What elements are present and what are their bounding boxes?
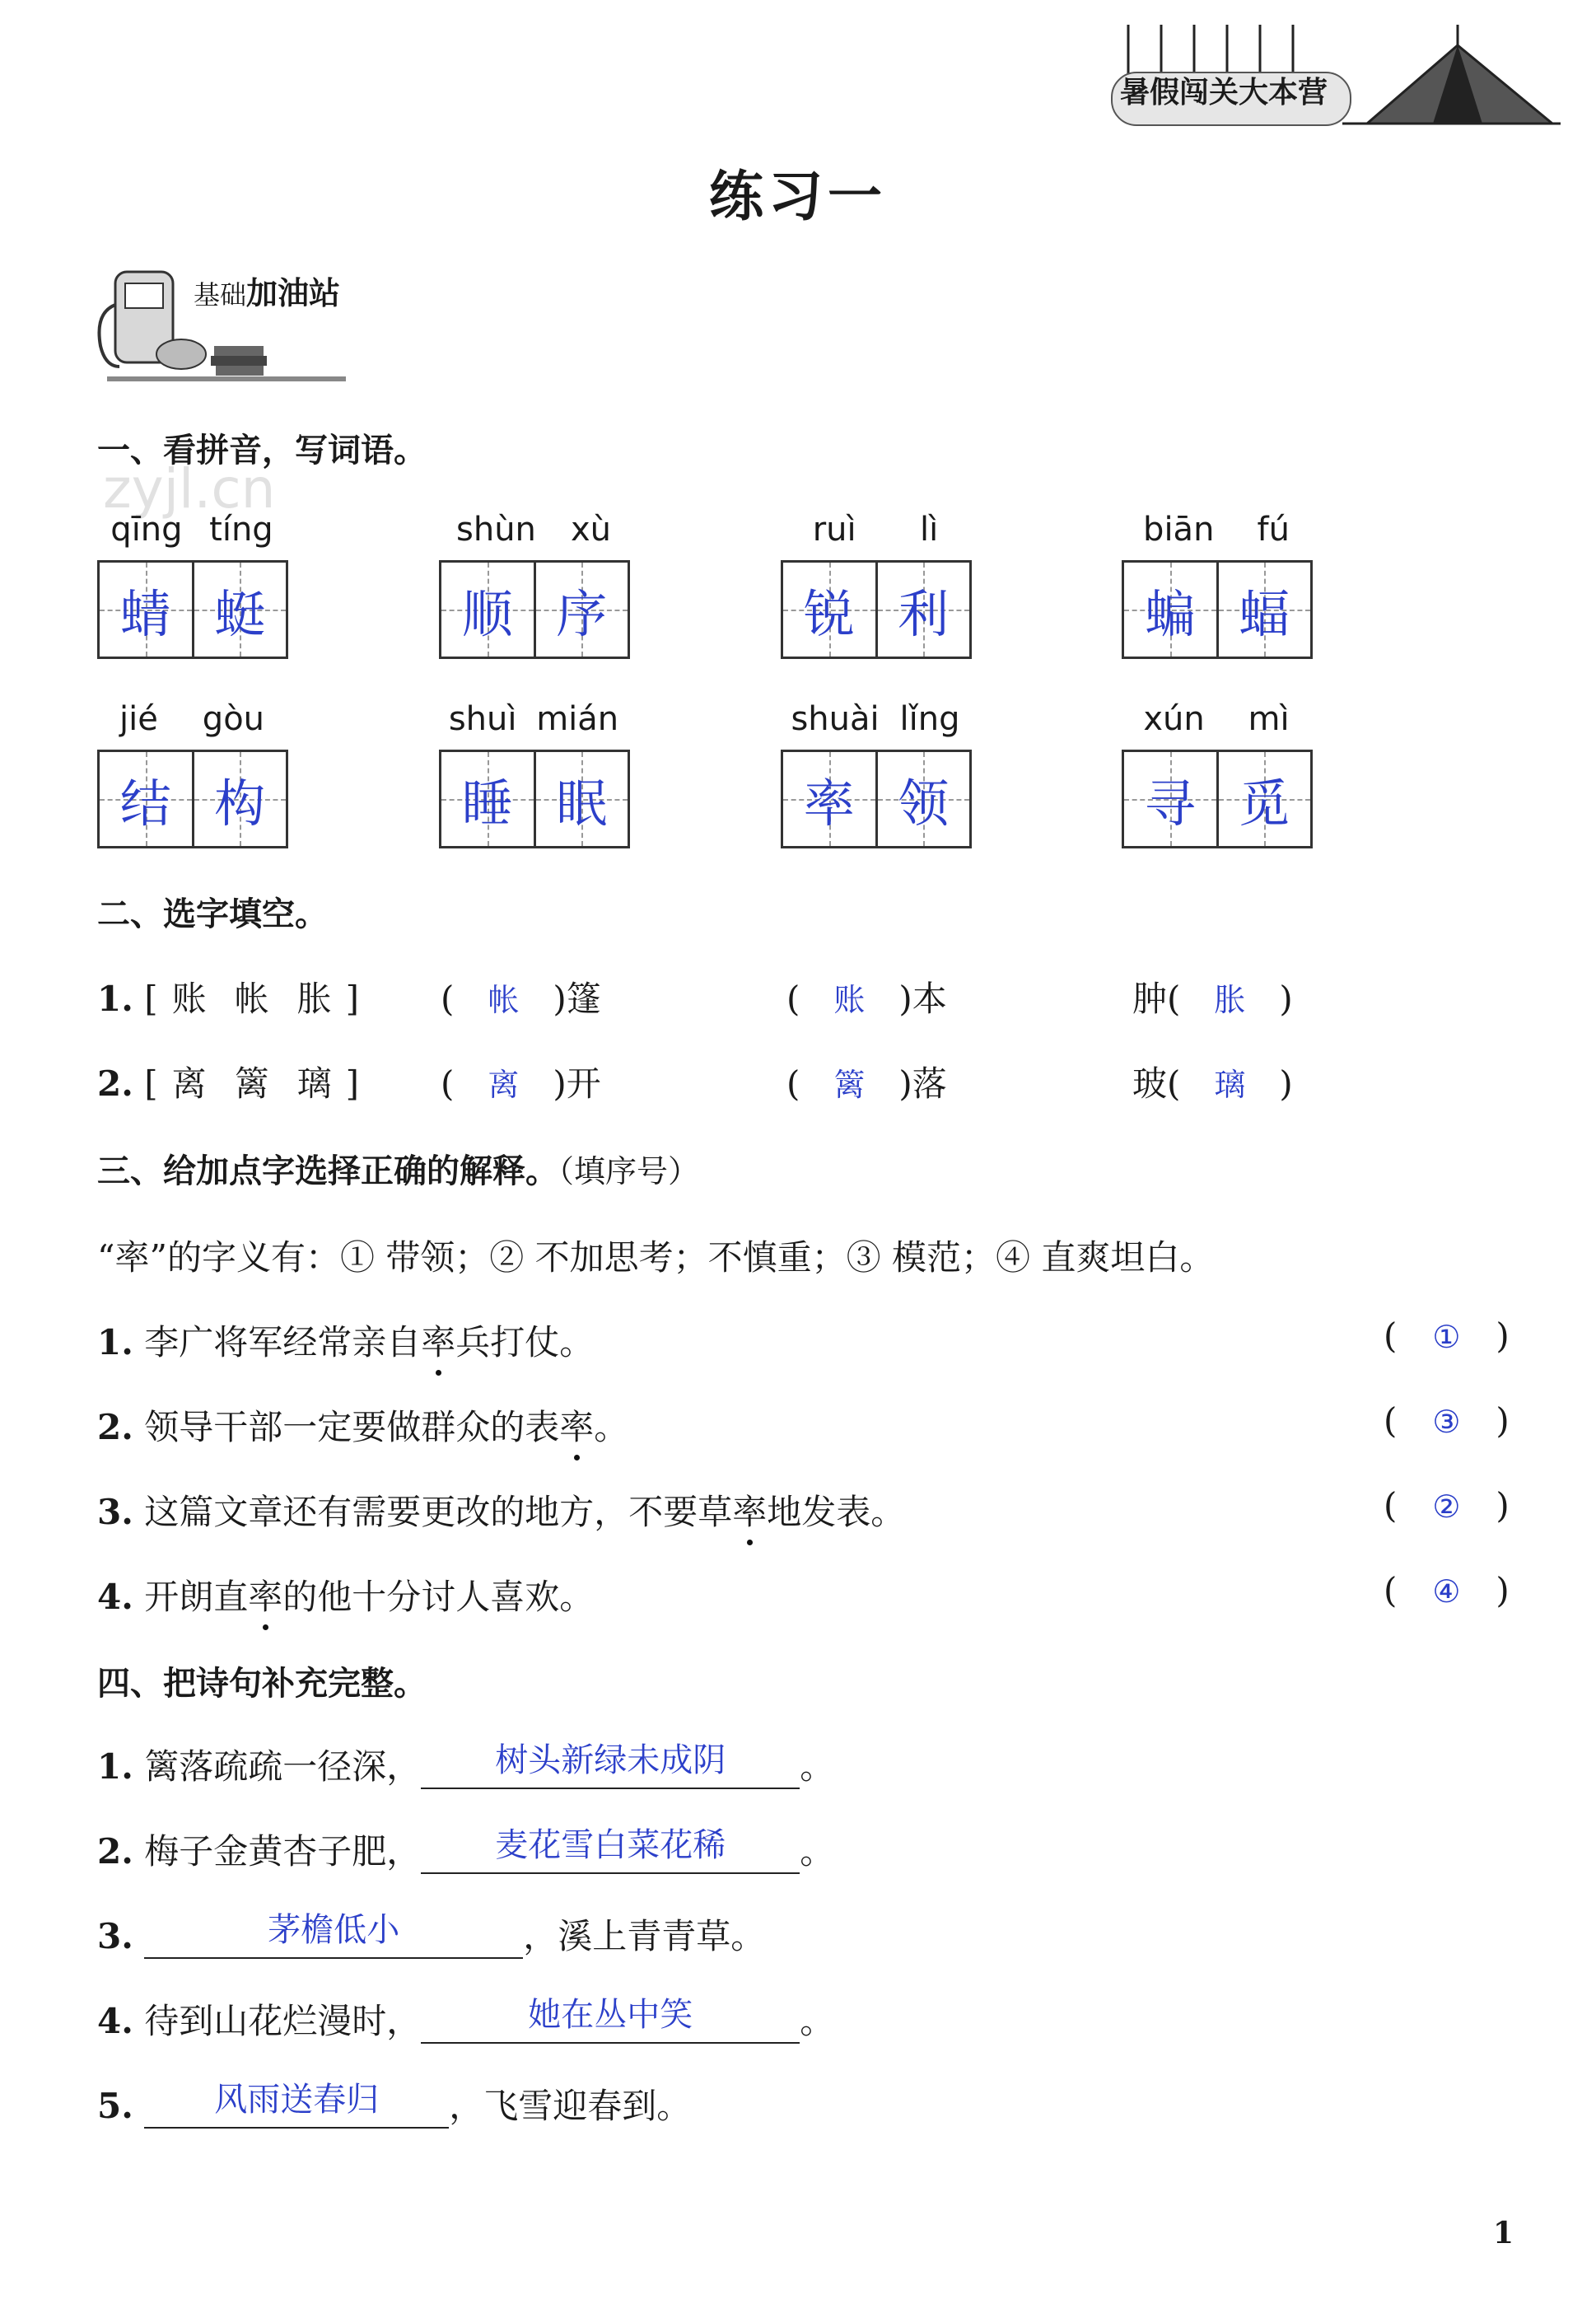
answer-cell	[192, 752, 287, 846]
poem-pre: 待到山花烂漫时，	[144, 2001, 422, 2041]
answer-blank	[144, 2082, 449, 2129]
section-badge-text	[194, 268, 340, 313]
q4-item	[97, 2079, 691, 2129]
tianzige-box	[97, 750, 288, 848]
answer-char: 构	[214, 773, 266, 834]
answer-char: 寻	[1144, 773, 1196, 834]
page-number: 1	[1492, 2216, 1514, 2250]
tianzige-box	[1122, 560, 1313, 659]
fill-blank-item: 肿( 胀 )	[1132, 972, 1293, 1021]
pinyin-syllable: jié	[119, 700, 158, 738]
answer-cell	[1216, 752, 1311, 846]
answer-cell	[783, 752, 875, 846]
answer-number: ②	[1432, 1488, 1461, 1525]
pinyin-syllable: shùn	[456, 511, 536, 549]
pinyin-label	[1122, 511, 1311, 549]
pinyin-syllable: xún	[1143, 700, 1205, 738]
blank-suffix: 落	[912, 1063, 947, 1104]
answer-char: 蝙	[1144, 583, 1196, 644]
pinyin-label	[439, 700, 628, 738]
fill-blank-item: ( 离 )开	[441, 1057, 601, 1106]
tianzige-box	[439, 750, 630, 848]
q4-item	[97, 1825, 834, 1874]
answer-cell	[875, 752, 970, 846]
poem-pre: 篱落疏疏一径深，	[144, 1746, 422, 1787]
answer-char: 序	[556, 583, 608, 644]
q3-item	[97, 1485, 905, 1535]
answer-number: ①	[1432, 1319, 1461, 1355]
poem-post: ，飞雪迎春到。	[449, 2086, 692, 2126]
answer-text: 茅檐低小	[268, 1911, 400, 1949]
dotted-char: 率	[248, 1577, 283, 1617]
blank-suffix: 本	[912, 979, 947, 1019]
answer-cell	[875, 563, 970, 657]
q3-item	[97, 1570, 594, 1619]
answer-cell	[441, 752, 534, 846]
answer-text: 她在丛中笑	[528, 1996, 693, 2034]
pinyin-label	[781, 511, 970, 549]
q3-heading	[97, 1145, 699, 1192]
pinyin-syllable: lì	[920, 511, 939, 549]
item-number: 1.	[97, 979, 133, 1019]
q2-heading: 二、选字填空。	[97, 895, 328, 933]
poem-post: ，溪上青青草。	[523, 1916, 766, 1956]
banner-text: 暑假闯关大本营	[1120, 76, 1328, 110]
pinyin-syllable: tíng	[209, 511, 273, 549]
answer-char: 顺	[461, 583, 513, 644]
answer-char: 篱	[833, 1067, 866, 1103]
option-char: 胀	[296, 979, 332, 1019]
tianzige-box	[439, 560, 630, 659]
item-number: 2.	[97, 1063, 133, 1104]
q3-item	[97, 1316, 594, 1365]
dotted-char: 率	[421, 1322, 456, 1362]
q3-answer: ( ④ )	[1384, 1570, 1510, 1610]
q3-answer: ( ③ )	[1384, 1400, 1510, 1441]
answer-cell	[441, 563, 534, 657]
answer-cell	[100, 563, 192, 657]
poem-post: 。	[800, 1746, 835, 1787]
tianzige-box	[97, 560, 288, 659]
q4-heading: 四、把诗句补充完整。	[97, 1665, 427, 1703]
answer-char: 账	[833, 982, 866, 1018]
dotted-char: 率	[559, 1407, 595, 1447]
answer-cell	[192, 563, 287, 657]
q4-item	[97, 1909, 765, 1959]
poem-post: 。	[800, 1831, 835, 1872]
answer-char: 结	[119, 773, 171, 834]
answer-char: 利	[898, 583, 950, 644]
answer-blank	[421, 1742, 800, 1789]
answer-blank	[421, 1997, 800, 2044]
q3-answer: ( ① )	[1384, 1316, 1510, 1356]
q3-heading-note: （填序号）	[558, 1153, 700, 1189]
answer-number: ③	[1432, 1404, 1461, 1440]
q4-item	[97, 1740, 834, 1789]
pinyin-syllable: lǐng	[899, 700, 960, 738]
answer-char: 胀	[1214, 982, 1246, 1018]
pinyin-syllable: xù	[570, 511, 611, 549]
pinyin-syllable: qīng	[110, 511, 183, 549]
answer-cell	[1124, 752, 1216, 846]
q1-heading: 一、看拼音，写词语。	[97, 432, 427, 470]
option-char: 篱	[234, 1063, 269, 1104]
answer-cell	[1216, 563, 1311, 657]
q3-answer: ( ② )	[1384, 1485, 1510, 1526]
answer-text: 麦花雪白菜花稀	[495, 1826, 726, 1864]
option-char: 离	[171, 1063, 207, 1104]
badge-large-text: 加油站	[246, 275, 341, 311]
answer-char: 蝠	[1239, 583, 1290, 644]
sentence-pre: 开朗直	[144, 1577, 249, 1617]
sentence-post: 的他十分讨人喜欢。	[282, 1577, 595, 1617]
answer-cell	[534, 563, 628, 657]
answer-number: ④	[1432, 1573, 1461, 1610]
answer-char: 离	[488, 1067, 520, 1103]
pinyin-label	[439, 511, 628, 549]
item-number: 1.	[97, 1746, 133, 1787]
q4-item	[97, 1994, 834, 2044]
answer-char: 帐	[488, 982, 520, 1018]
q2-options: 1. [ 账 帐 胀 ]	[97, 972, 359, 1021]
blank-suffix: 开	[566, 1063, 601, 1104]
answer-char: 蜻	[119, 583, 171, 644]
sentence-pre: 这篇文章还有需要更改的地方，不要草	[144, 1492, 733, 1532]
answer-cell	[1124, 563, 1216, 657]
q3-definition: “率”的字义有：① 带领；② 不加思考；不慎重；③ 模范；④ 直爽坦白。	[97, 1237, 1215, 1278]
pinyin-label	[781, 700, 970, 738]
option-char: 账	[171, 979, 207, 1019]
answer-text: 树头新绿未成阴	[495, 1741, 726, 1779]
answer-char: 锐	[803, 583, 855, 644]
poem-pre: 梅子金黄杏子肥，	[144, 1831, 422, 1872]
answer-char: 领	[898, 773, 950, 834]
answer-char: 率	[803, 773, 855, 834]
dotted-char: 率	[732, 1492, 768, 1532]
pinyin-label	[97, 700, 287, 738]
pinyin-syllable: ruì	[812, 511, 856, 549]
watermark: zyjl.cn	[103, 457, 276, 521]
sentence-post: 。	[594, 1407, 629, 1447]
fill-blank-item: 玻( 璃 )	[1132, 1057, 1293, 1106]
tianzige-box	[781, 750, 972, 848]
pinyin-syllable: shuì	[448, 700, 517, 738]
pinyin-syllable: mián	[536, 700, 619, 738]
answer-char: 睡	[461, 773, 513, 834]
answer-char: 觅	[1239, 773, 1290, 834]
tianzige-box	[1122, 750, 1313, 848]
sentence-pre: 李广将军经常亲自	[144, 1322, 422, 1362]
item-number: 2.	[97, 1831, 133, 1872]
sentence-pre: 领导干部一定要做群众的表	[144, 1407, 560, 1447]
option-char: 璃	[296, 1063, 332, 1104]
item-number: 4.	[97, 1577, 133, 1617]
pinyin-syllable: gòu	[202, 700, 265, 738]
answer-text: 风雨送春归	[214, 2081, 380, 2119]
pinyin-syllable: biān	[1143, 511, 1215, 549]
fill-blank-item: ( 篱 )落	[786, 1057, 947, 1106]
poem-post: 。	[800, 2001, 835, 2041]
item-number: 4.	[97, 2001, 133, 2041]
item-number: 1.	[97, 1322, 133, 1362]
fill-blank-item: ( 帐 )篷	[441, 972, 601, 1021]
answer-char: 蜓	[214, 583, 266, 644]
pinyin-syllable: fú	[1257, 511, 1290, 549]
pinyin-syllable: shuài	[791, 700, 880, 738]
pinyin-syllable: mì	[1248, 700, 1290, 738]
option-char: 帐	[234, 979, 269, 1019]
sentence-post: 地发表。	[767, 1492, 906, 1532]
answer-blank	[144, 1912, 523, 1959]
answer-blank	[421, 1827, 800, 1874]
answer-cell	[100, 752, 192, 846]
tianzige-box	[781, 560, 972, 659]
pinyin-label	[97, 511, 287, 549]
sentence-post: 兵打仗。	[455, 1322, 595, 1362]
answer-cell	[534, 752, 628, 846]
q3-item	[97, 1400, 628, 1450]
blank-suffix: 篷	[566, 979, 601, 1019]
answer-char: 眠	[556, 773, 608, 834]
pinyin-label	[1122, 700, 1311, 738]
answer-cell	[783, 563, 875, 657]
item-number: 3.	[97, 1916, 133, 1956]
q3-heading-text: 三、给加点字选择正确的解释。	[97, 1152, 558, 1190]
answer-char: 璃	[1214, 1067, 1246, 1103]
q2-options: 2. [ 离 篱 璃 ]	[97, 1057, 359, 1106]
item-number: 3.	[97, 1492, 133, 1532]
page-title: 练习一	[709, 164, 887, 228]
fill-blank-item: ( 账 )本	[786, 972, 947, 1021]
item-number: 2.	[97, 1407, 133, 1447]
blank-prefix: 玻	[1132, 1063, 1168, 1104]
badge-small-text: 基础	[194, 279, 247, 311]
blank-prefix: 肿	[1132, 979, 1168, 1019]
item-number: 5.	[97, 2086, 133, 2126]
